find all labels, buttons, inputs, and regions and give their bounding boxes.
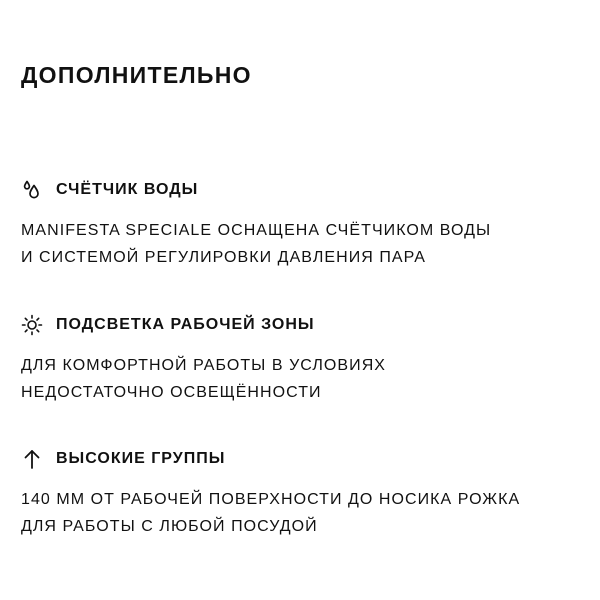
feature-description-line: И СИСТЕМОЙ РЕГУЛИРОВКИ ДАВЛЕНИЯ ПАРА [21, 249, 427, 266]
arrow-up-icon [21, 448, 43, 470]
feature-header [21, 446, 591, 472]
feature-water-counter [21, 177, 591, 271]
feature-title: СЧЁТЧИК ВОДЫ [56, 181, 199, 198]
water-drops-icon [21, 179, 43, 201]
feature-high-groups [21, 446, 591, 540]
feature-description-line: ДЛЯ РАБОТЫ С ЛЮБОЙ ПОСУДОЙ [21, 518, 318, 535]
feature-description-line: НЕДОСТАТОЧНО ОСВЕЩЁННОСТИ [21, 384, 322, 401]
feature-description [21, 217, 591, 271]
feature-description-line: ДЛЯ КОМФОРТНОЙ РАБОТЫ В УСЛОВИЯХ [21, 357, 387, 374]
sun-icon [21, 314, 43, 336]
feature-header [21, 312, 591, 338]
feature-description [21, 486, 591, 540]
feature-title: ПОДСВЕТКА РАБОЧЕЙ ЗОНЫ [56, 316, 315, 333]
feature-title: ВЫСОКИЕ ГРУППЫ [56, 450, 226, 467]
feature-description-line: MANIFESTA SPECIALE ОСНАЩЕНА СЧЁТЧИКОМ ВОДЫ [21, 222, 492, 239]
feature-description [21, 352, 591, 406]
page-title: ДОПОЛНИТЕЛЬНО [21, 62, 252, 88]
feature-header [21, 177, 591, 203]
feature-description-line: 140 ММ ОТ РАБОЧЕЙ ПОВЕРХНОСТИ ДО НОСИКА РОЖКА [21, 491, 521, 508]
feature-work-area-lighting [21, 312, 591, 406]
